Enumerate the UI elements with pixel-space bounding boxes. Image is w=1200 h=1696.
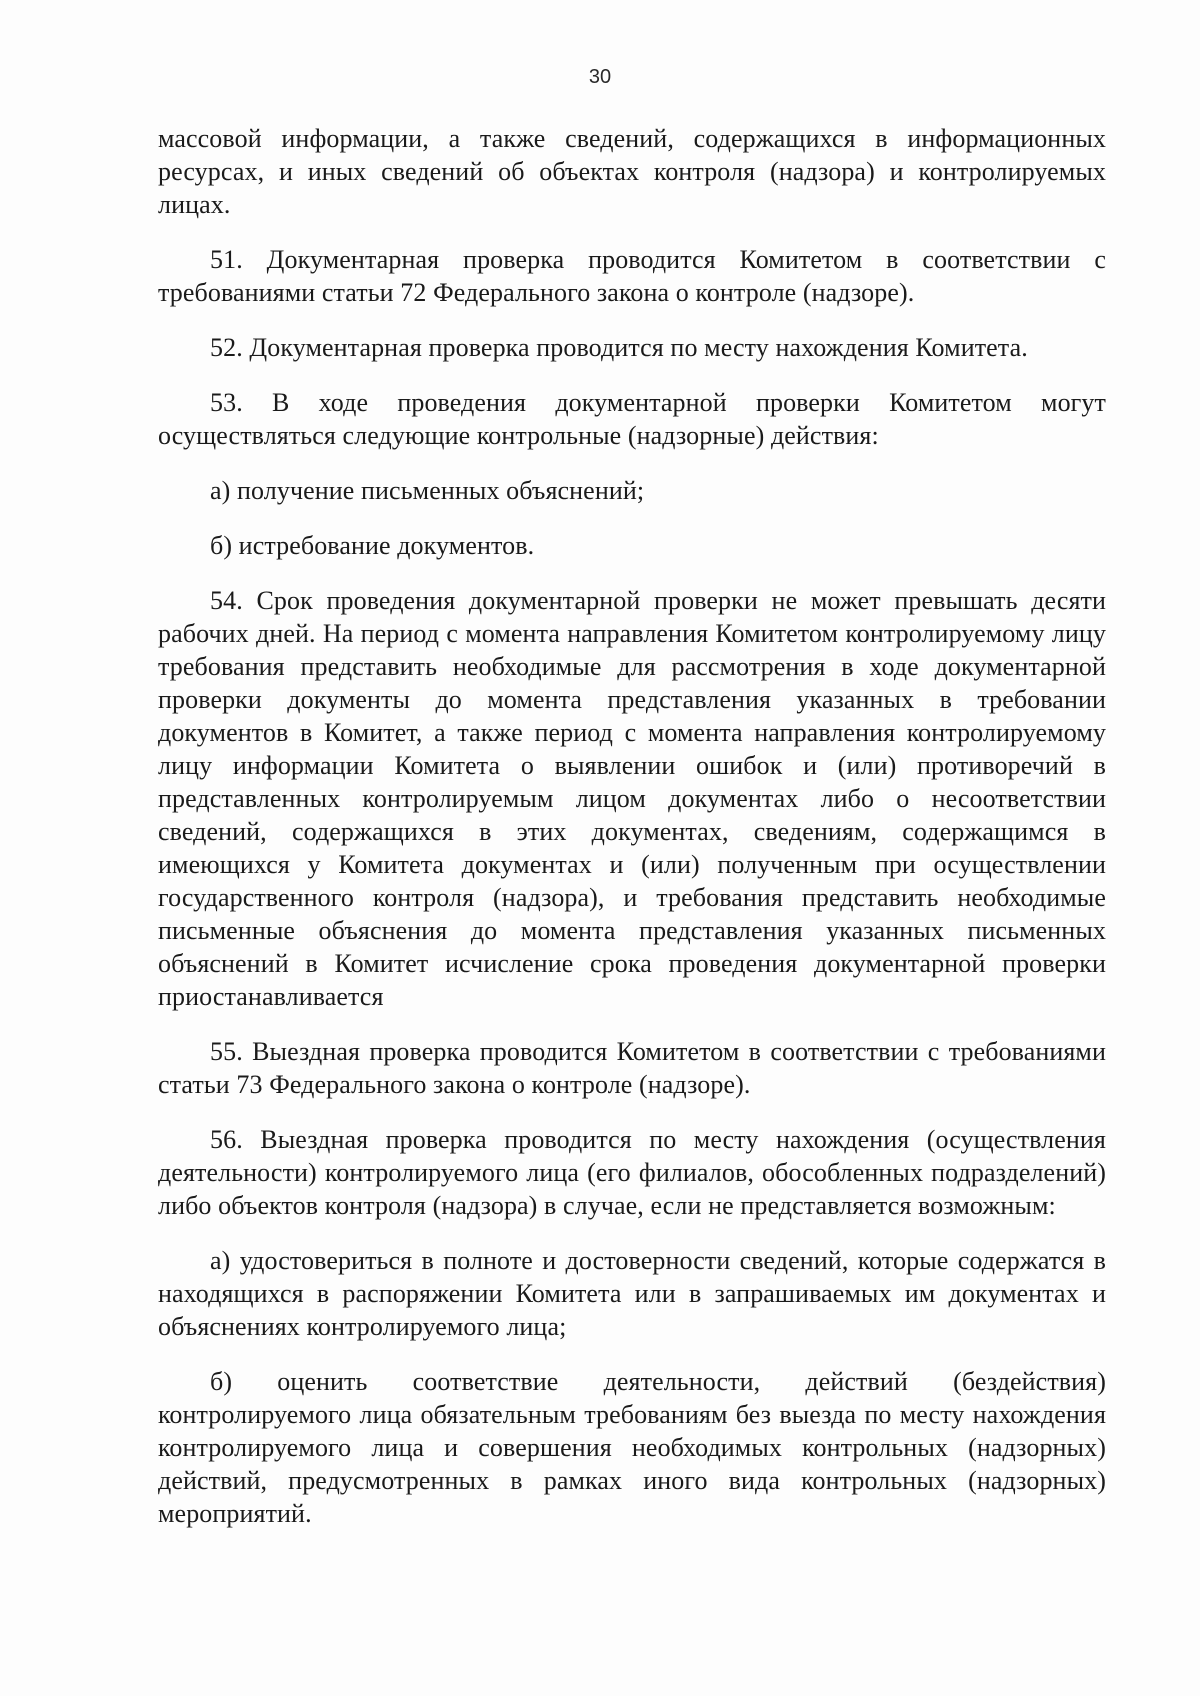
paragraph-continuation: массовой информации, а также сведений, содержащихся в информационных ресурсах, и иных сведений об объектах контроля (надзора) и контролируемых лицах. xyxy=(158,124,1106,219)
paragraph-54: 54. Срок проведения документарной проверки не может превышать десяти рабочих дней. На период с момента направления Комитетом контролируемому лицу требования представить необходимые для рассмотрения в ходе документарной проверки документы до момента представления указанных в требовании документов в Комитет, а также период с момента направления контролируемому лицу информации Комитета о выявлении ошибок и (или) противоречий в представленных контролируемым лицом документах либо о несоответствии сведений, содержащихся в этих документах, сведениям, содержащимся в имеющихся у Комитета документах и (или) полученным при осуществлении государственного контроля (надзора), и требования представить необходимые письменные объяснения до момента представления указанных письменных объяснений в Комитет исчисление срока проведения документарной проверки приостанавливается xyxy=(158,586,1106,1011)
page-number: 30 xyxy=(588,66,612,88)
paragraph-53-item-b: б) истребование документов. xyxy=(210,531,535,560)
paragraph-53-item-a: а) получение письменных объяснений; xyxy=(210,476,645,505)
paragraph-51: 51. Документарная проверка проводится Комитетом в соответствии с требованиями статьи 72 Федерального закона о контроле (надзоре). xyxy=(158,245,1106,307)
paragraph-55: 55. Выездная проверка проводится Комитетом в соответствии с требованиями статьи 73 Федерального закона о контроле (надзоре). xyxy=(158,1037,1106,1099)
paragraph-53: 53. В ходе проведения документарной проверки Комитетом могут осуществляться следующие контрольные (надзорные) действия: xyxy=(158,388,1106,450)
paragraph-56-item-a: а) удостовериться в полноте и достоверности сведений, которые содержатся в находящихся в распоряжении Комитета или в запрашиваемых им документах и объяснениях контролируемого лица; xyxy=(158,1246,1106,1341)
paragraph-52: 52. Документарная проверка проводится по месту нахождения Комитета. xyxy=(210,333,1028,362)
document-body xyxy=(158,122,1106,1530)
paragraph-56-item-b: б) оценить соответствие деятельности, действий (бездействия) контролируемого лица обязательным требованиям без выезда по месту нахождения контролируемого лица и совершения необходимых контрольных (надзорных) действий, предусмотренных в рамках иного вида контрольных (надзорных) мероприятий. xyxy=(158,1367,1106,1528)
paragraph-56: 56. Выездная проверка проводится по месту нахождения (осуществления деятельности) контролируемого лица (его филиалов, обособленных подразделений) либо объектов контроля (надзора) в случае, если не представляется возможным: xyxy=(158,1125,1106,1220)
